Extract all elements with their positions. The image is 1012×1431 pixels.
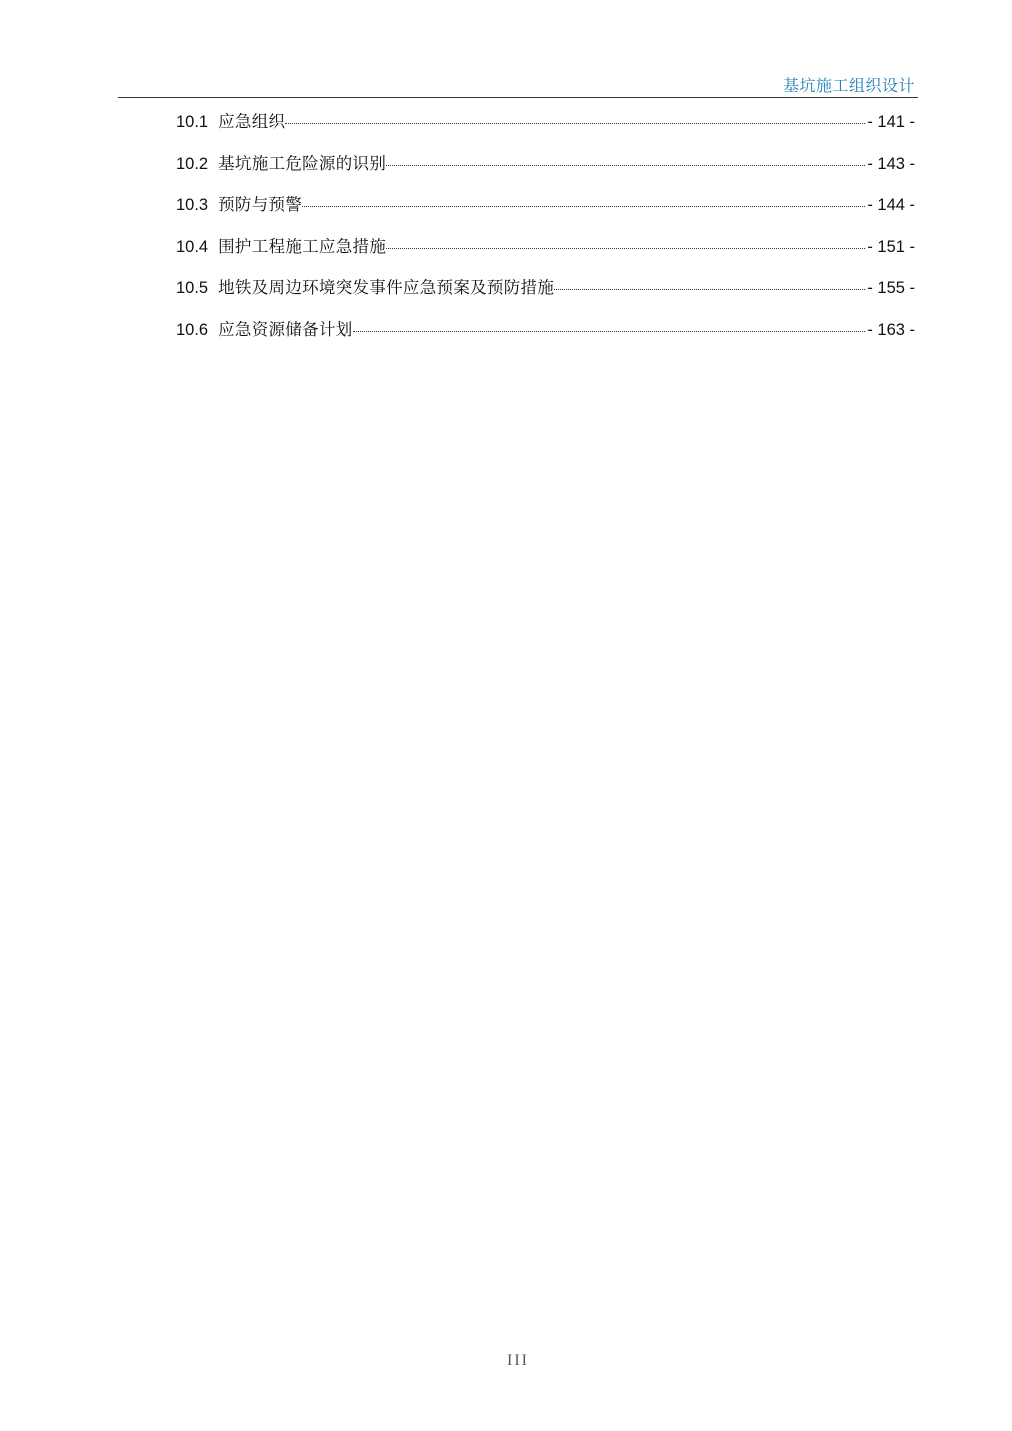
toc-entry-title: 预防与预警 — [218, 196, 303, 215]
toc-dot-leader — [353, 317, 866, 332]
toc-entry[interactable] — [176, 233, 915, 275]
toc-entry-number: 10.6 — [176, 320, 209, 339]
toc-entry-title: 基坑施工危险源的识别 — [218, 154, 387, 173]
toc-entry-title: 地铁及周边环境突发事件应急预案及预防措施 — [218, 279, 555, 298]
toc-entry[interactable] — [176, 191, 915, 233]
toc-entry-title: 应急组织 — [218, 113, 286, 131]
toc-dot-leader — [554, 275, 865, 290]
toc-entry-page: - 141 - — [867, 113, 915, 131]
header-divider — [118, 97, 918, 98]
toc-entry-page: - 151 - — [867, 237, 915, 256]
toc-dot-leader — [285, 109, 865, 124]
toc-entry[interactable] — [176, 316, 915, 358]
toc-entry[interactable] — [176, 150, 915, 192]
toc-entry[interactable] — [176, 274, 915, 316]
toc-dot-leader — [302, 192, 865, 207]
toc-entry-number: 10.1 — [176, 113, 209, 131]
toc-entry-page: - 163 - — [867, 320, 915, 339]
toc-entry-page: - 144 - — [867, 196, 915, 215]
toc-dot-leader — [386, 234, 865, 249]
toc-entry-number: 10.2 — [176, 154, 209, 173]
toc-entry-number: 10.4 — [176, 237, 209, 256]
toc-dot-leader — [386, 151, 865, 166]
page-number: III — [507, 1352, 529, 1369]
toc-entry[interactable] — [176, 108, 915, 150]
toc-entry-page: - 155 - — [867, 279, 915, 298]
toc-entry-number: 10.5 — [176, 279, 209, 298]
toc-entry-title: 围护工程施工应急措施 — [218, 237, 387, 256]
running-header-title: 基坑施工组织设计 — [782, 78, 915, 95]
toc-entry-title: 应急资源储备计划 — [218, 320, 353, 339]
toc-entry-page: - 143 - — [867, 154, 915, 173]
table-of-contents — [176, 108, 915, 358]
toc-entry-number: 10.3 — [176, 196, 209, 215]
